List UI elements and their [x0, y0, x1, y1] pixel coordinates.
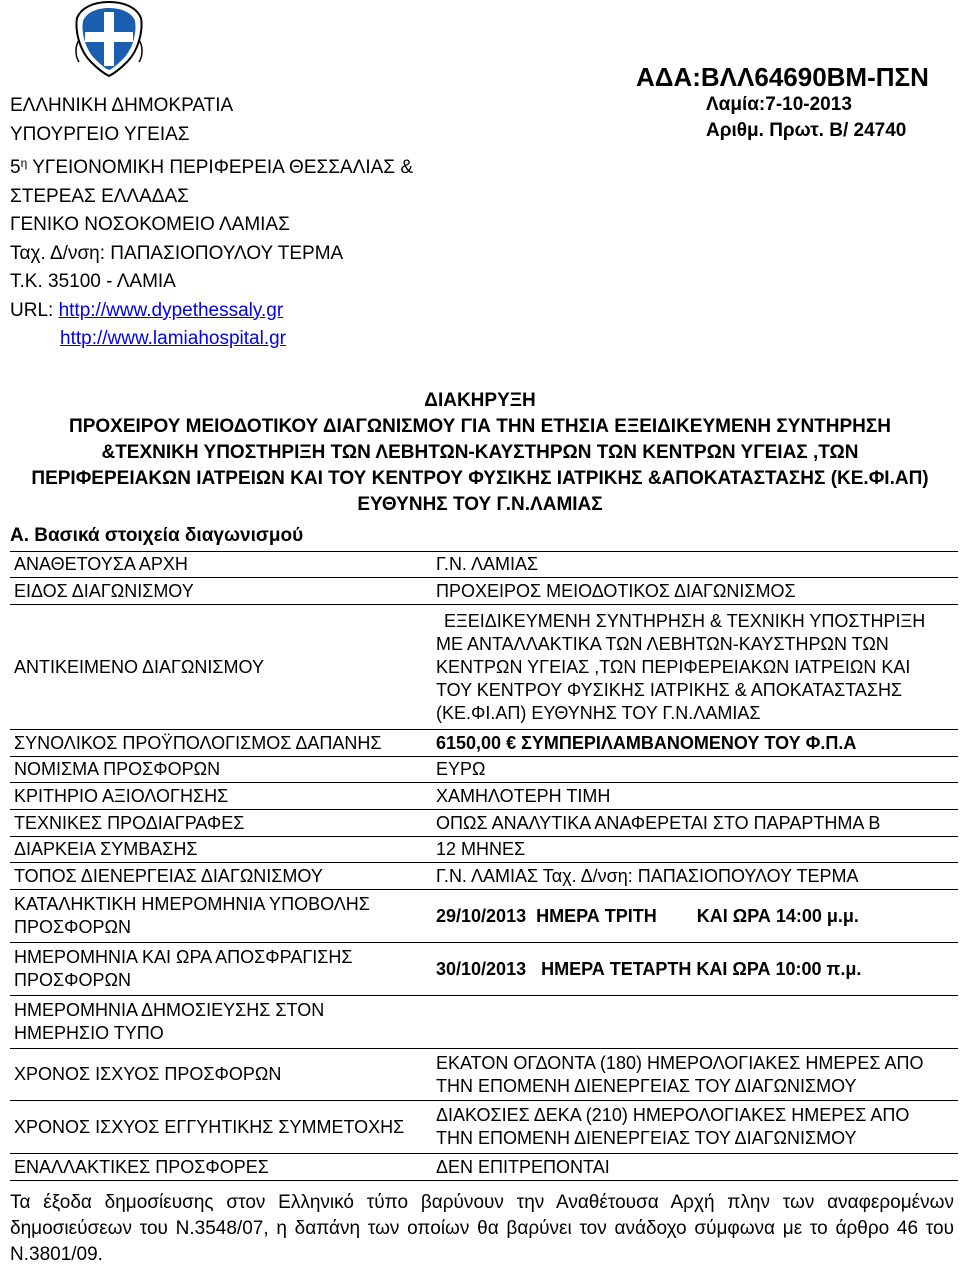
row-value: 6150,00 € ΣΥΜΠΕΡΙΛΑΜΒΑΝΟΜΕΝΟΥ ΤΟΥ Φ.Π.Α: [436, 732, 857, 753]
row-value: ΔΙΑΚΟΣΙΕΣ ΔΕΚΑ (210) ΗΜΕΡΟΛΟΓΙΑΚΕΣ ΗΜΕΡΕΣ ΑΠΟ ΤΗΝ ΕΠΟΜΕΝΗ ΔΙΕΝΕΡΓΕΙΑΣ ΤΟΥ ΔΙΑΓΩΝΙΣΜΟΥ: [436, 1105, 910, 1148]
row-label: ΑΝΤΙΚΕΙΜΕΝΟ ΔΙΑΓΩΝΙΣΜΟΥ: [14, 656, 264, 677]
table-row: [10, 996, 958, 1049]
title-line: ΠΕΡΙΦΕΡΕΙΑΚΩΝ ΙΑΤΡΕΙΩΝ ΚΑΙ ΤΟΥ ΚΕΝΤΡΟΥ ΦΥΣΙΚΗΣ ΙΑΤΡΙΚΗΣ &ΑΠΟΚΑΤΑΣΤΑΣΗΣ (ΚΕ.ΦΙ.ΑΠ): [31, 468, 929, 489]
table-row: [10, 1049, 958, 1101]
header-line: Ταχ. Δ/νση: ΠΑΠΑΣΙΟΠΟΥΛΟΥ ΤΕΡΜΑ: [10, 242, 344, 264]
row-value: 29/10/2013 ΗΜΕΡΑ ΤΡΙΤΗ ΚΑΙ ΩΡΑ 14:00 μ.μ.: [436, 905, 859, 926]
title-line: ΠΡΟΧΕΙΡΟΥ ΜΕΙΟΔΟΤΙΚΟΥ ΔΙΑΓΩΝΙΣΜΟΥ ΓΙΑ ΤΗΝ ΕΤΗΣΙΑ ΕΞΕΙΔΙΚΕΥΜΕΝΗ ΣΥΝΤΗΡΗΣΗ: [68, 416, 892, 437]
table-row: [10, 837, 958, 863]
row-value: 12 ΜΗΝΕΣ: [436, 839, 526, 859]
row-value: ΧΑΜΗΛΟΤΕΡΗ ΤΙΜΗ: [436, 785, 611, 806]
row-value: Γ.Ν. ΛΑΜΙΑΣ: [436, 554, 539, 574]
section-heading: Α. Βασικά στοιχεία διαγωνισμού: [10, 525, 304, 546]
title-line: &ΤΕΧΝΙΚΗ ΥΠΟΣΤΗΡΙΞΗ ΤΩΝ ΛΕΒΗΤΩΝ-ΚΑΥΣΤΗΡΩΝ ΤΩΝ ΚΕΝΤΡΩΝ ΥΓΕΙΑΣ ,ΤΩΝ: [101, 442, 859, 463]
table-row: [10, 552, 958, 578]
header-line: Τ.Κ. 35100 - ΛΑΜΙΑ: [10, 271, 176, 292]
row-value: ΕΚΑΤΟΝ ΟΓΔΟΝΤΑ (180) ΗΜΕΡΟΛΟΓΙΑΚΕΣ ΗΜΕΡΕΣ ΑΠΟ ΤΗΝ ΕΠΟΜΕΝΗ ΔΙΕΝΕΡΓΕΙΑΣ ΤΟΥ ΔΙΑΓΩΝΙΣΜΟΥ: [436, 1052, 924, 1096]
header-line: ΣΤΕΡΕΑΣ ΕΛΛΑΔΑΣ: [10, 185, 189, 207]
table-row: [10, 730, 958, 757]
row-label: ΧΡΟΝΟΣ ΙΣΧΥΟΣ ΠΡΟΣΦΟΡΩΝ: [14, 1064, 282, 1084]
url-link-lamiahospital[interactable]: http://www.lamiahospital.gr: [60, 328, 286, 349]
row-value: ΔΕΝ ΕΠΙΤΡΕΠΟΝΤΑΙ: [436, 1156, 610, 1177]
url-link-dypethessaly[interactable]: http://www.dypethessaly.gr: [58, 299, 284, 321]
row-label: ΗΜΕΡΟΜΗΝΙΑ ΚΑΙ ΩΡΑ ΑΠΟΣΦΡΑΓΙΣΗΣ ΠΡΟΣΦΟΡΩΝ: [14, 947, 353, 990]
header-line: ΥΠΟΥΡΓΕΙΟ ΥΓΕΙΑΣ: [10, 123, 190, 145]
row-label: ΚΡΙΤΗΡΙΟ ΑΞΙΟΛΟΓΗΣΗΣ: [14, 785, 229, 806]
row-label: ΗΜΕΡΟΜΗΝΙΑ ΔΗΜΟΣΙΕΥΣΗΣ ΣΤΟΝ ΗΜΕΡΗΣΙΟ ΤΥΠΟ: [14, 1000, 325, 1043]
tender-details-table: [10, 551, 958, 1181]
table-row: [10, 810, 958, 837]
row-value: ΟΠΩΣ ΑΝΑΛΥΤΙΚΑ ΑΝΑΦΕΡΕΤΑΙ ΣΤΟ ΠΑΡΑΡΤΗΜΑ Β: [436, 812, 881, 833]
row-label: ΔΙΑΡΚΕΙΑ ΣΥΜΒΑΣΗΣ: [14, 839, 198, 859]
row-value: Γ.Ν. ΛΑΜΙΑΣ Ταχ. Δ/νση: ΠΑΠΑΣΙΟΠΟΥΛΟΥ ΤΕΡΜΑ: [436, 865, 859, 886]
row-value: ΠΡΟΧΕΙΡΟΣ ΜΕΙΟΔΟΤΙΚΟΣ ΔΙΑΓΩΝΙΣΜΟΣ: [436, 580, 796, 601]
row-label: ΝΟΜΙΣΜΑ ΠΡΟΣΦΟΡΩΝ: [14, 759, 221, 779]
row-label: ΕΙΔΟΣ ΔΙΑΓΩΝΙΣΜΟΥ: [14, 580, 194, 601]
table-row: [10, 1154, 958, 1181]
table-row: [10, 757, 958, 783]
table-row: [10, 890, 958, 943]
row-label: ΕΝΑΛΛΑΚΤΙΚΕΣ ΠΡΟΣΦΟΡΕΣ: [14, 1156, 269, 1177]
footer-note: Τα έξοδα δημοσίευσης στον Ελληνικό τύπο βαρύνουν την Αναθέτουσα Αρχή πλην των αναφερομένων δημοσιεύσεων του Ν.3548/07, η δαπάνη των οποίων θα βαρύνει τον ανάδοχο σύμφωνα με το άρθρο 46 του Ν.3801/09.: [10, 1192, 954, 1265]
document-date: Λαμία:7-10-2013: [706, 94, 852, 115]
table-row: [10, 1101, 958, 1154]
row-value: 30/10/2013 ΗΜΕΡΑ ΤΕΤΑΡΤΗ ΚΑΙ ΩΡΑ 10:00 π.μ.: [436, 958, 862, 979]
row-label: ΤΕΧΝΙΚΕΣ ΠΡΟΔΙΑΓΡΑΦΕΣ: [14, 812, 245, 833]
document-title: [0, 388, 960, 518]
table-row: [10, 783, 958, 810]
row-label: ΣΥΝΟΛΙΚΟΣ ΠΡΟΫΠΟΛΟΓΙΣΜΟΣ ΔΑΠΑΝΗΣ: [14, 732, 382, 753]
row-label: ΤΟΠΟΣ ΔΙΕΝΕΡΓΕΙΑΣ ΔΙΑΓΩΝΙΣΜΟΥ: [14, 865, 323, 886]
title-line: ΔΙΑΚΗΡΥΞΗ: [424, 390, 536, 411]
row-value: ΕΥΡΩ: [436, 759, 486, 779]
header-line: ΕΛΛΗΝΙΚΗ ΔΗΜΟΚΡΑΤΙΑ: [10, 95, 234, 116]
table-row: [10, 605, 958, 730]
table-row: [10, 578, 958, 605]
ada-code: ΑΔΑ:ΒΛΛ64690ΒΜ-ΠΣΝ: [636, 62, 929, 92]
issuer-header: [10, 92, 413, 354]
row-label: ΚΑΤΑΛΗΚΤΙΚΗ ΗΜΕΡΟΜΗΝΙΑ ΥΠΟΒΟΛΗΣ ΠΡΟΣΦΟΡΩΝ: [14, 894, 370, 937]
protocol-number: Αριθμ. Πρωτ. Β/ 24740: [706, 120, 907, 141]
header-line: $5^\eta$ ΥΓΕΙΟΝΟΜΙΚΗ ΠΕΡΙΦΕΡΕΙΑ ΘΕΣΣΑΛΙΑΣ &: [10, 156, 414, 178]
header-line: ΓΕΝΙΚΟ ΝΟΣΟΚΟΜΕΙΟ ΛΑΜΙΑΣ: [10, 214, 290, 235]
url-line: [10, 325, 413, 354]
title-line: ΕΥΘΥΝΗΣ ΤΟΥ Γ.Ν.ΛΑΜΙΑΣ: [357, 494, 603, 515]
row-value: [414, 996, 958, 1048]
greek-emblem-icon: [73, 0, 145, 78]
table-row: [10, 943, 958, 996]
table-row: [10, 863, 958, 890]
row-value: ΕΞΕΙΔΙΚΕΥΜΕΝΗ ΣΥΝΤΗΡΗΣΗ & ΤΕΧΝΙΚΗ ΥΠΟΣΤΗΡΙΞΗ ΜΕ ΑΝΤΑΛΛΑΚΤΙΚΑ ΤΩΝ ΛΕΒΗΤΩΝ-ΚΑΥΣΤΗΡΩΝ ΤΩΝ ΚΕΝΤΡΩΝ ΥΓΕΙΑΣ ,ΤΩΝ ΠΕΡΙΦΕΡΕΙΑΚΩΝ ΙΑΤΡΕΙΩΝ ΚΑΙ ΤΟΥ ΚΕΝΤΡΟΥ ΦΥΣΙΚΗΣ ΙΑΤΡΙΚΗΣ & ΑΠΟΚΑΤΑΣΤΑΣΗΣ (ΚΕ.ΦΙ.ΑΠ) ΕΥΘΥΝΗΣ ΤΟΥ Γ.Ν.ΛΑΜΙΑΣ: [436, 610, 926, 723]
url-line: URL: http://www.dypethessaly.gr: [10, 299, 284, 321]
row-label: ΑΝΑΘΕΤΟΥΣΑ ΑΡΧΗ: [14, 554, 188, 574]
row-label: ΧΡΟΝΟΣ ΙΣΧΥΟΣ ΕΓΓΥΗΤΙΚΗΣ ΣΥΜΜΕΤΟΧΗΣ: [14, 1116, 405, 1137]
